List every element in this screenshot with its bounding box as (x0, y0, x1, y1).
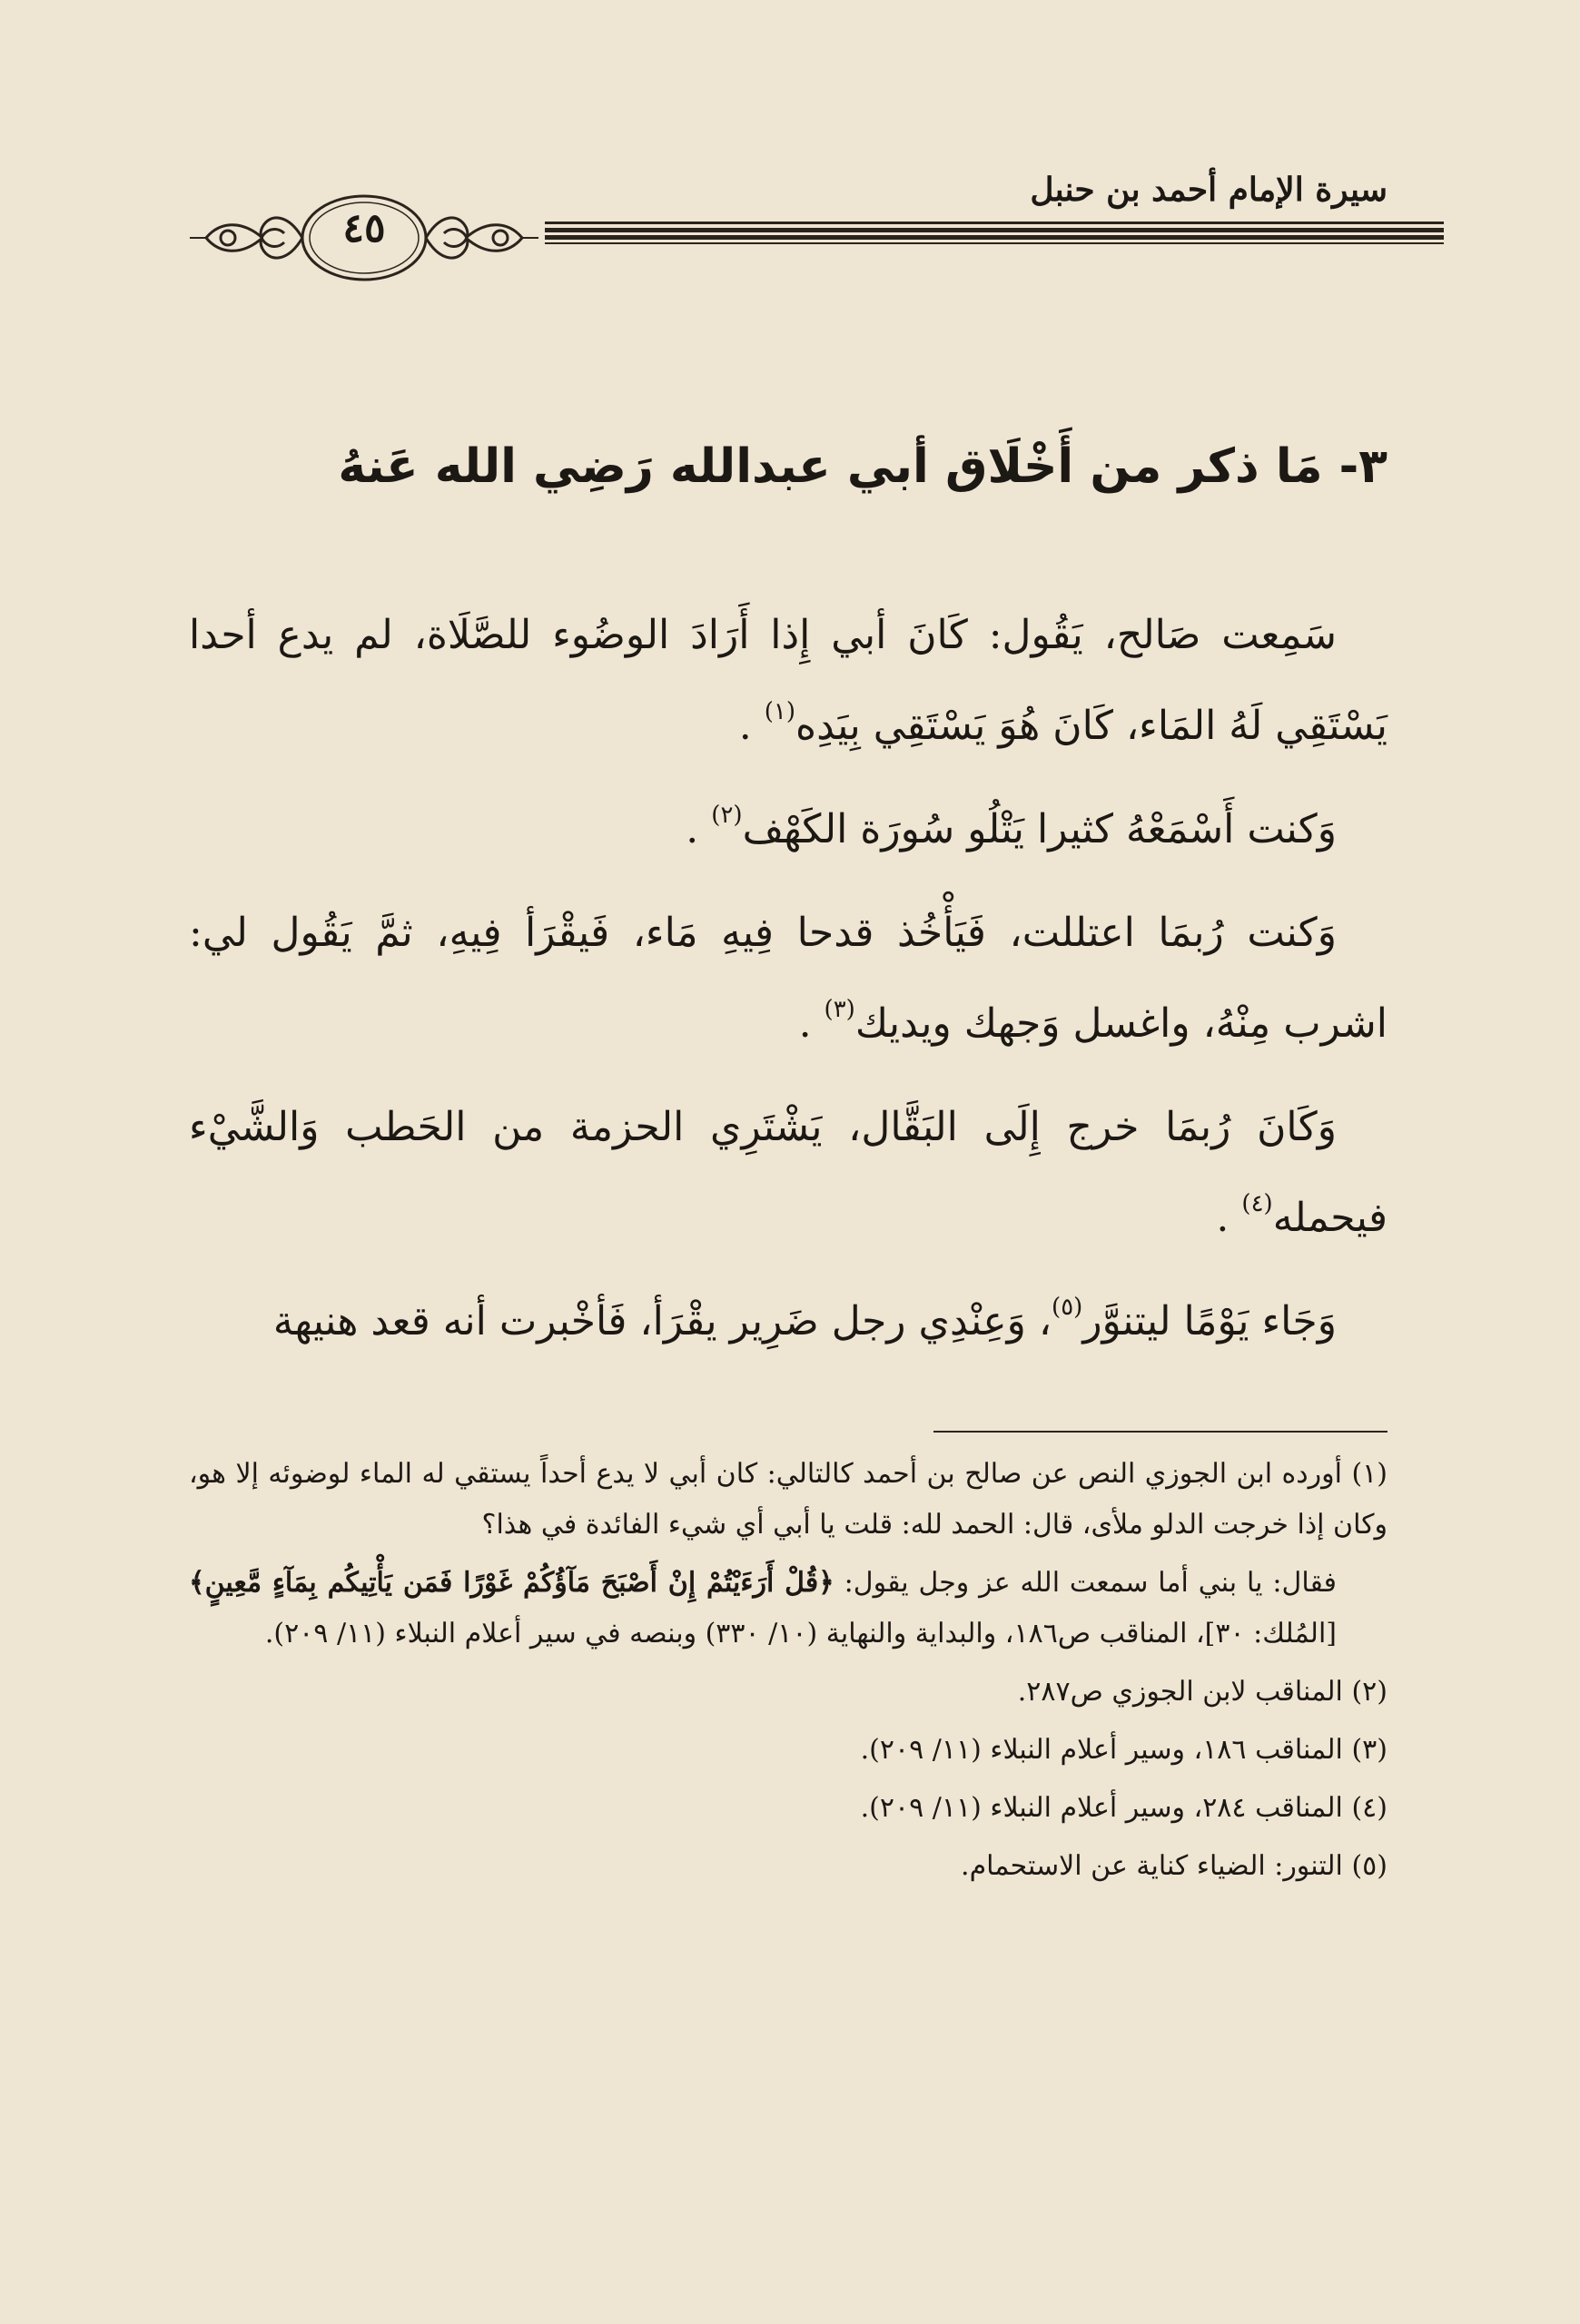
footnote-text: المناقب ٢٨٤، وسير أعلام النبلاء (١١/ ٢٠٩). (860, 1792, 1343, 1824)
paragraph: وَكنت رُبمَا اعتللت، فَيَأْخُذ قدحا فِيهِ مَاء، فَيقْرَأ فِيهِ، ثمَّ يَقُول لي: اشرب مِنْهُ، واغسل وَجهك ويديك$^{(٣)}$ . (189, 910, 1387, 1047)
footnote-number: (١) (1351, 1458, 1387, 1490)
footnote-text: التنور: الضياء كناية عن الاستحمام. (961, 1850, 1343, 1882)
footnote-text: المناقب لابن الجوزي ص٢٨٧. (1017, 1676, 1343, 1708)
paragraph-text: سَمِعت صَالح، يَقُول: كَانَ أبي إِذا أَرَادَ الوضُوء للصَّلَاة، لم يدع أحدا يَسْتَقِي لَهُ المَاء، كَانَ هُوَ يَسْتَقِي بِيَدِه (189, 612, 1387, 749)
footnote-1 (189, 1449, 1387, 1551)
paragraph (189, 1276, 1387, 1367)
footnote-ref: (٣) (824, 996, 855, 1023)
page-number: ٤٥ (342, 205, 386, 251)
footnote-3 (189, 1725, 1387, 1776)
running-title: سيرة الإمام أحمد بن حنبل (1030, 171, 1387, 209)
footnote-number: (٤) (1351, 1792, 1387, 1824)
section-title: ٣- مَا ذكر من أَخْلَاق أبي عبدالله رَضِي الله عَنهُ (338, 439, 1387, 494)
footnote-ref: (٢) (711, 802, 743, 829)
quran-verse: ﴿قُلْ أَرَءَيْتُمْ إِنْ أَصْبَحَ مَآؤُكُمْ غَوْرًا فَمَن يَأْتِيكُم بِمَآءٍ مَّعِينٍ﴾ (189, 1567, 834, 1599)
footnote-4 (189, 1783, 1387, 1834)
footnote-number: (٣) (1351, 1734, 1387, 1766)
paragraph-text: وَكنت أَسْمَعْهُ كثيرا يَتْلُو سُورَة الكَهْف (742, 806, 1337, 852)
footnote-1-continuation (189, 1558, 1387, 1659)
footnote-5 (189, 1841, 1387, 1892)
paragraph: وَكَانَ رُبمَا خرج إِلَى البَقَّال، يَشْتَرِي الحزمة من الحَطب وَالشَّيْء فيحمله$^{(٤)}$ . (189, 1104, 1387, 1241)
footnote-text: [المُلك: ٣٠]، المناقب ص١٨٦، والبداية والنهاية (١٠/ ٣٣٠) وبنصه في سير أعلام النبلاء (١١/ ٢٠٩). (264, 1618, 1337, 1649)
paragraph-text: وَكَانَ رُبمَا خرج إِلَى البَقَّال، يَشْتَرِي الحزمة من الحَطب وَالشَّيْء فيحمله (189, 1104, 1387, 1241)
header-rule (545, 222, 1444, 245)
footnotes (189, 1449, 1387, 1899)
footnote-ref: (١) (764, 698, 796, 725)
paragraph: وَكنت أَسْمَعْهُ كثيرا يَتْلُو سُورَة الكَهْف$^{(٢)}$ . (686, 802, 1337, 852)
paragraph-text: ، وَعِنْدِي رجل ضَرِير يقْرَأ، فَأخْبرت أنه قعد هنيهة (272, 1298, 1052, 1344)
footnote-2 (189, 1667, 1387, 1718)
footnote-ref: (٥) (1052, 1294, 1083, 1321)
footnote-text: فقال: يا بني أما سمعت الله عز وجل يقول: (844, 1567, 1337, 1599)
body-text (189, 590, 1387, 1380)
footnote-separator (933, 1431, 1387, 1433)
footnote-text: المناقب ١٨٦، وسير أعلام النبلاء (١١/ ٢٠٩). (860, 1734, 1343, 1766)
footnote-ref: (٤) (1241, 1190, 1273, 1217)
footnote-number: (٥) (1351, 1850, 1387, 1882)
footnote-number: (٢) (1351, 1676, 1387, 1708)
paragraph-text: وَجَاء يَوْمًا ليتنوَّر (1082, 1298, 1337, 1344)
paragraph-text: وَكنت رُبمَا اعتللت، فَيَأْخُذ قدحا فِيهِ مَاء، فَيقْرَأ فِيهِ، ثمَّ يَقُول لي: اشرب مِنْهُ، واغسل وَجهك ويديك (189, 910, 1387, 1047)
footnote-text: أورده ابن الجوزي النص عن صالح بن أحمد كالتالي: كان أبي لا يدع أحداً يستقي له الماء لوضوئه إلا هو، وكان إذا خرجت الدلو ملأى، قال: الحمد لله: قلت يا أبي أي شيء الفائدة في هذا؟ (189, 1458, 1387, 1541)
paragraph: سَمِعت صَالح، يَقُول: كَانَ أبي إِذا أَرَادَ الوضُوء للصَّلَاة، لم يدع أحدا يَسْتَقِي لَهُ المَاء، كَانَ هُوَ يَسْتَقِي بِيَدِه$^{(١)}$ . (189, 612, 1387, 749)
